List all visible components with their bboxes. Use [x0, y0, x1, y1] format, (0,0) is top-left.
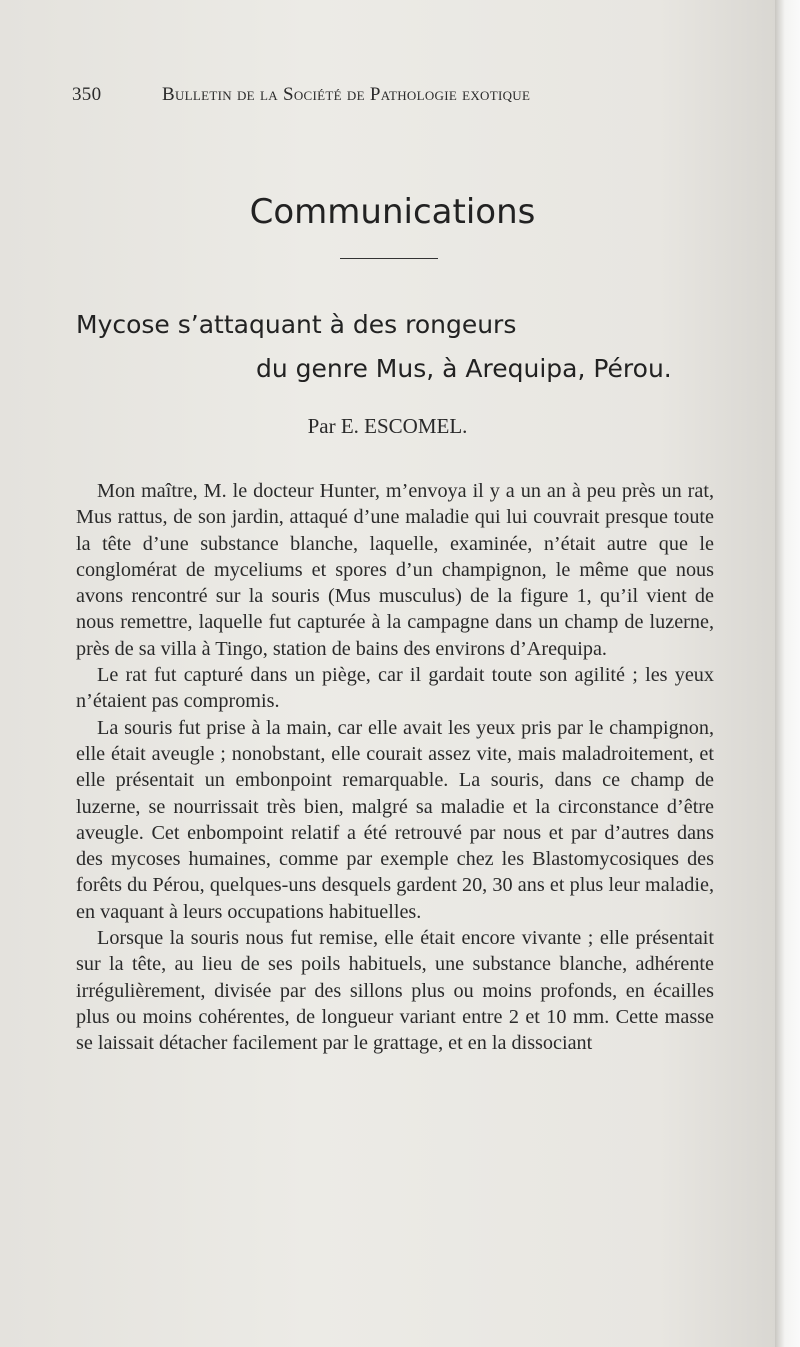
article-title-line-1: Mycose s’attaquant à des rongeurs [76, 310, 517, 339]
byline: Par E. ESCOMEL. [307, 414, 468, 438]
section-title: Communications [249, 192, 536, 232]
paragraph: Mon maître, M. le docteur Hunter, m’envoya il y a un an à peu près un rat, Mus rattus, de son jardin, attaqué d’une maladie qui lui couvrait presque toute la tête d’une substance blanche, laquelle, examinée, n’était autre que le conglomérat de myceliums et spores d’un champignon, le même que nous avons rencontré sur la souris (Mus musculus) de la figure 1, qu’il vient de nous remettre, laquelle fut capturée à la campagne dans un champ de luzerne, près de sa villa à Tingo, station de bains des environs d’Arequipa. [76, 480, 714, 660]
article-title-line-2: du genre Mus, à Arequipa, Pérou. [256, 354, 672, 383]
page-edge [775, 0, 800, 1347]
article-body [76, 478, 714, 1057]
title-rule [340, 258, 438, 259]
paragraph: Lorsque la souris nous fut remise, elle était encore vivante ; elle présentait sur la tête, au lieu de ses poils habituels, une substance blanche, adhérente irrégulièrement, divisée par des sillons plus ou moins profonds, en écailles plus ou moins cohérentes, de longueur variant entre 2 et 10 mm. Cette masse se laissait détacher facilement par le grattage, et en la dissociant [76, 927, 714, 1055]
journal-title: Bulletin de la Société de Pathologie exotique [162, 84, 531, 105]
paragraph: La souris fut prise à la main, car elle avait les yeux pris par le champignon, elle était aveugle ; nonobstant, elle courait assez vite, mais maladroitement, et elle présentait un embonpoint remarquable. La souris, dans ce champ de luzerne, se nourrissait très bien, malgré sa maladie et la circonstance d’être aveugle. Cet enbompoint relatif a été retrouvé par nous et par d’autres dans des mycoses humaines, comme par exemple chez les Blastomycosiques des forêts du Pérou, quelques-uns desquels gardent 20, 30 ans et plus leur maladie, en vaquant à leurs occupations habituelles. [76, 716, 714, 923]
page-number: 350 [72, 84, 102, 105]
paragraph: Le rat fut capturé dans un piège, car il gardait toute son agilité ; les yeux n’étaient pas compromis. [76, 664, 714, 713]
